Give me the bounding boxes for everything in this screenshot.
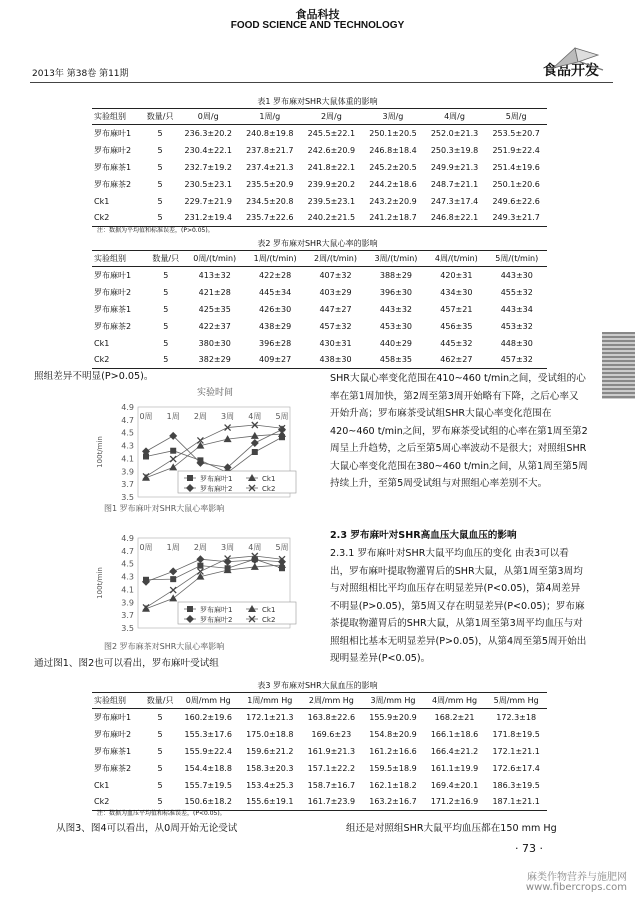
table-cell: 462±27 bbox=[426, 352, 486, 369]
table-cell: 443±32 bbox=[379, 304, 413, 314]
table-cell: 235.5±20.9 bbox=[246, 179, 294, 189]
table-cell: 443±30 bbox=[500, 270, 533, 280]
page-number: · 73 · bbox=[515, 842, 543, 855]
table-row bbox=[92, 159, 547, 176]
table-cell: 5 bbox=[157, 145, 163, 155]
table-cell: 155.9±22.4 bbox=[184, 746, 232, 756]
table-cell: 155.6±19.1 bbox=[239, 794, 301, 811]
y-tick-label: 3.7 bbox=[121, 480, 134, 490]
table-header-cell: 实验组别 bbox=[92, 251, 147, 267]
legend-label: 罗布麻叶2 bbox=[200, 485, 233, 493]
left-paragraph-1: 照组差异不明显(P>0.05)。 bbox=[34, 371, 154, 382]
table-cell: 453±32 bbox=[500, 321, 533, 331]
data-point bbox=[197, 563, 203, 569]
table-cell: 234.5±20.8 bbox=[246, 196, 294, 206]
page-edge-tab bbox=[602, 332, 635, 399]
table-cell: 5 bbox=[163, 321, 169, 331]
y-tick-label: 3.7 bbox=[121, 611, 134, 621]
table-cell: 422±28 bbox=[259, 270, 292, 280]
legend-box bbox=[178, 471, 296, 493]
table-header-cell: 5周/mm Hg bbox=[485, 693, 547, 709]
right-paragraph-1: SHR大鼠心率变化范围在410~460 t/min之间，受试组的心率在第1周加快，第2周至第3周开始略有下降，之后心率又开始升高；罗布麻茶受试组SHR大鼠心率变化范围在420~460 t/min之间，罗布麻茶受试组的心率在第1周至第2周呈上升趋势，之后至第5周心率波动不是很大；对照组SHR大鼠心率变化范围在380~460 t/min之间，从第1周至第5周持续上升，至第5周受试组与对照组心率差别不大。 bbox=[330, 373, 588, 489]
table-header-cell: 4周/g bbox=[424, 109, 486, 125]
table-row bbox=[92, 142, 547, 159]
table-cell: 247.3±17.4 bbox=[430, 196, 479, 206]
table-cell: 5 bbox=[143, 794, 178, 811]
data-point bbox=[196, 555, 204, 563]
table-cell: 396±30 bbox=[379, 287, 413, 297]
table-cell: 159.5±18.9 bbox=[369, 763, 417, 773]
table-row bbox=[92, 125, 547, 142]
table-cell: Ck1 bbox=[94, 338, 110, 348]
table-row bbox=[92, 193, 547, 210]
table-cell: 420±31 bbox=[440, 270, 473, 280]
data-point bbox=[169, 567, 177, 575]
figure2-chart bbox=[90, 528, 300, 646]
table-cell: 罗布麻叶1 bbox=[94, 270, 132, 280]
data-point bbox=[169, 594, 177, 601]
table-cell: 172.1±21.3 bbox=[246, 712, 294, 722]
issue-info: 2013年 第38卷 第11期 bbox=[32, 69, 129, 79]
table1 bbox=[92, 108, 547, 227]
y-tick-label: 4.3 bbox=[121, 441, 134, 451]
right-paragraph-2: 2.3.1 罗布麻叶对SHR大鼠平均血压的变化 由表3可以看出，罗布麻叶提取物灌胃后的SHR大鼠，从第1周至第3周均与对照组相比平均血压存在明显差异(P<0.05)，第4周差异不明显(P>0.05)，第5周又存在明显差异(P<0.05)；罗布麻茶提取物灌胃后的SHR大鼠，从第1周至第3周平均血压与对照组相比基本无明显差异(P>0.05)，从第4周至第5周开始出现明显差异(P<0.05)。 bbox=[330, 548, 587, 664]
table-row bbox=[92, 777, 547, 794]
data-point bbox=[187, 475, 193, 481]
y-axis-label: 100t/min bbox=[96, 567, 104, 599]
table-cell: 5 bbox=[157, 162, 163, 172]
table-cell: 163.8±22.6 bbox=[307, 712, 356, 722]
table-cell: 166.1±18.6 bbox=[430, 729, 479, 739]
y-tick-label: 4.9 bbox=[121, 534, 134, 543]
table-cell: 罗布麻叶2 bbox=[94, 145, 132, 155]
header-rule bbox=[30, 82, 613, 83]
table-cell: 5 bbox=[157, 729, 163, 739]
data-point bbox=[170, 576, 176, 582]
table-cell: 150.6±18.2 bbox=[177, 794, 239, 811]
legend-label: Ck2 bbox=[262, 616, 276, 624]
table-cell: 426±30 bbox=[259, 304, 292, 314]
table-cell: 455±32 bbox=[500, 287, 533, 297]
table-cell: 248.7±21.1 bbox=[430, 179, 479, 189]
table-header-cell: 1周/(t/min) bbox=[245, 251, 305, 267]
watermark-cn: 麻类作物营养与施肥网 bbox=[527, 872, 627, 883]
y-tick-label: 4.1 bbox=[121, 454, 134, 464]
x-tick-label: 1周 bbox=[166, 412, 180, 421]
legend-label: 罗布麻叶1 bbox=[200, 606, 233, 614]
left-paragraph-2: 通过图1、图2也可以看出，罗布麻叶受试组 bbox=[34, 658, 219, 669]
table-header-cell: 实验组别 bbox=[92, 693, 143, 709]
journal-name-en: FOOD SCIENCE AND TECHNOLOGY bbox=[230, 20, 405, 31]
table-cell: Ck2 bbox=[92, 794, 143, 811]
table-cell: 232.7±19.2 bbox=[184, 162, 232, 172]
x-tick-label: 4周 bbox=[248, 543, 262, 552]
table1-caption: 表1 罗布麻对SHR大鼠体重的影响 bbox=[257, 97, 378, 106]
table-cell: 249.3±21.7 bbox=[485, 210, 547, 227]
table-cell: 5 bbox=[147, 352, 185, 369]
table-cell: 罗布麻茶1 bbox=[94, 746, 132, 756]
table-cell: 5 bbox=[157, 179, 163, 189]
table-cell: 438±29 bbox=[259, 321, 292, 331]
table-cell: 159.6±21.2 bbox=[246, 746, 294, 756]
table-cell: 157.1±22.2 bbox=[307, 763, 356, 773]
table-cell: 396±28 bbox=[259, 338, 292, 348]
table-header-cell: 2周/g bbox=[301, 109, 363, 125]
y-tick-label: 4.3 bbox=[121, 572, 134, 582]
legend-label: Ck2 bbox=[262, 485, 276, 493]
table-cell: 240.2±21.5 bbox=[301, 210, 363, 227]
table-cell: 罗布麻茶1 bbox=[94, 304, 132, 314]
table-header-cell: 2周/mm Hg bbox=[301, 693, 363, 709]
figure1-caption: 图1 罗布麻叶对SHR大鼠心率影响 bbox=[104, 504, 225, 513]
table-row bbox=[92, 726, 547, 743]
table-cell: 罗布麻茶1 bbox=[94, 162, 132, 172]
series-line bbox=[146, 425, 282, 476]
legend-box bbox=[178, 602, 296, 624]
table-cell: 5 bbox=[157, 196, 163, 206]
table-cell: 243.2±20.9 bbox=[369, 196, 417, 206]
table-cell: 456±35 bbox=[440, 321, 473, 331]
table-cell: 241.2±18.7 bbox=[362, 210, 424, 227]
table-row bbox=[92, 284, 547, 301]
y-tick-label: 4.5 bbox=[121, 428, 134, 438]
table-cell: 155.3±17.6 bbox=[184, 729, 232, 739]
table-cell: 413±32 bbox=[198, 270, 231, 280]
table-cell: 239.5±23.1 bbox=[307, 196, 356, 206]
table-cell: 245.5±22.1 bbox=[307, 128, 356, 138]
table-cell: 447±27 bbox=[319, 304, 352, 314]
table-cell: 161.2±16.6 bbox=[369, 746, 417, 756]
legend-label: 罗布麻叶2 bbox=[200, 616, 233, 624]
table-cell: 155.9±20.9 bbox=[369, 712, 417, 722]
table-cell: 407±32 bbox=[319, 270, 352, 280]
table-header-cell: 数量/只 bbox=[143, 109, 178, 125]
figure2-caption: 图2 罗布麻茶对SHR大鼠心率影响 bbox=[104, 642, 225, 651]
table-cell: 253.5±20.7 bbox=[492, 128, 540, 138]
table-header-cell: 3周/mm Hg bbox=[362, 693, 424, 709]
table-cell: 239.9±20.2 bbox=[307, 179, 356, 189]
table-cell: 237.8±21.7 bbox=[246, 145, 294, 155]
table-cell: 458±35 bbox=[366, 352, 426, 369]
table-cell: 罗布麻叶1 bbox=[94, 128, 132, 138]
table-header-cell: 4周/(t/min) bbox=[426, 251, 486, 267]
table-cell: 罗布麻茶2 bbox=[94, 763, 132, 773]
table-cell: 251.4±19.6 bbox=[492, 162, 540, 172]
table-row bbox=[92, 210, 547, 227]
table-cell: 244.2±18.6 bbox=[369, 179, 417, 189]
table-cell: 171.2±16.9 bbox=[424, 794, 486, 811]
table-cell: 245.2±20.5 bbox=[369, 162, 417, 172]
x-tick-label: 0周 bbox=[139, 412, 153, 421]
table-row bbox=[92, 352, 547, 369]
table-cell: 169.6±23 bbox=[311, 729, 352, 739]
table-row bbox=[92, 743, 547, 760]
legend-label: 罗布麻叶1 bbox=[200, 475, 233, 483]
table-cell: 罗布麻叶2 bbox=[94, 729, 132, 739]
table-header-cell: 实验组别 bbox=[92, 109, 143, 125]
data-point bbox=[170, 448, 176, 454]
table-header-cell: 3周/g bbox=[362, 109, 424, 125]
table-cell: 5 bbox=[157, 746, 163, 756]
table-cell: 380±30 bbox=[198, 338, 231, 348]
table-cell: 172.1±21.1 bbox=[492, 746, 540, 756]
table-cell: 187.1±21.1 bbox=[485, 794, 547, 811]
table-cell: 457±32 bbox=[319, 321, 352, 331]
table-cell: 230.5±23.1 bbox=[184, 179, 232, 189]
data-point bbox=[170, 456, 176, 462]
table2-caption: 表2 罗布麻对SHR大鼠心率的影响 bbox=[257, 239, 378, 248]
table-row bbox=[92, 176, 547, 193]
table-header-cell: 数量/只 bbox=[147, 251, 185, 267]
y-tick-label: 4.5 bbox=[121, 559, 134, 569]
y-tick-label: 3.5 bbox=[121, 624, 134, 633]
data-point bbox=[187, 606, 193, 612]
table-cell: 250.3±19.8 bbox=[430, 145, 479, 155]
table-cell: 5 bbox=[157, 128, 163, 138]
data-point bbox=[252, 449, 258, 455]
y-tick-label: 3.5 bbox=[121, 493, 134, 502]
table-cell: 5 bbox=[143, 210, 178, 227]
y-tick-label: 3.9 bbox=[121, 598, 134, 608]
table-cell: 425±35 bbox=[198, 304, 231, 314]
table-header-cell: 4周/mm Hg bbox=[424, 693, 486, 709]
table-cell: 153.4±25.3 bbox=[246, 780, 294, 790]
table-cell: 443±34 bbox=[500, 304, 533, 314]
table-cell: 154.4±18.8 bbox=[184, 763, 232, 773]
table-cell: 445±32 bbox=[440, 338, 473, 348]
table-cell: 448±30 bbox=[500, 338, 533, 348]
table-row bbox=[92, 760, 547, 777]
table-cell: 罗布麻叶1 bbox=[94, 712, 132, 722]
table-header-cell: 0周/mm Hg bbox=[177, 693, 239, 709]
table-cell: 246.8±18.4 bbox=[369, 145, 417, 155]
table-cell: 430±31 bbox=[319, 338, 352, 348]
table-cell: 409±27 bbox=[245, 352, 305, 369]
x-tick-label: 2周 bbox=[193, 412, 207, 421]
table-cell: 252.0±21.3 bbox=[430, 128, 479, 138]
table-cell: 438±30 bbox=[305, 352, 365, 369]
x-tick-label: 3周 bbox=[221, 412, 235, 421]
x-tick-label: 1周 bbox=[166, 543, 180, 552]
table-header-cell: 2周/(t/min) bbox=[305, 251, 365, 267]
table-cell: 155.7±19.5 bbox=[184, 780, 232, 790]
table-cell: 5 bbox=[157, 763, 163, 773]
y-axis-label: 100t/min bbox=[96, 436, 104, 468]
table3-note: 注：数据为血压平均值和标准误差，(P<0.05)。 bbox=[97, 810, 226, 817]
journal-name-cn: 食品科技 bbox=[295, 8, 340, 21]
table-row bbox=[92, 709, 547, 726]
table-header-cell: 5周/g bbox=[485, 109, 547, 125]
table-cell: 5 bbox=[163, 270, 169, 280]
table-cell: 186.3±19.5 bbox=[492, 780, 540, 790]
section-title: 食品开发 bbox=[543, 63, 599, 79]
table3 bbox=[92, 692, 547, 811]
x-tick-label: 5周 bbox=[275, 412, 289, 421]
table-cell: 5 bbox=[163, 304, 169, 314]
table-cell: 382±29 bbox=[185, 352, 245, 369]
table-header-cell: 数量/只 bbox=[143, 693, 178, 709]
figure1-chart bbox=[90, 385, 300, 515]
table-cell: 168.2±21 bbox=[434, 712, 475, 722]
table-cell: 169.4±20.1 bbox=[430, 780, 479, 790]
y-tick-label: 4.7 bbox=[121, 415, 134, 425]
table-cell: 242.6±20.9 bbox=[307, 145, 356, 155]
table-cell: 罗布麻茶2 bbox=[94, 179, 132, 189]
table-header-cell: 0周/g bbox=[177, 109, 239, 125]
table-cell: 172.3±18 bbox=[496, 712, 537, 722]
table3-caption: 表3 罗布麻对SHR大鼠血压的影响 bbox=[257, 681, 378, 690]
table-row bbox=[92, 301, 547, 318]
table-cell: 160.2±19.6 bbox=[184, 712, 232, 722]
table-cell: 249.9±21.3 bbox=[430, 162, 479, 172]
footer-right-text: 组还是对照组SHR大鼠平均血压都在150 mm Hg bbox=[346, 823, 557, 834]
table-cell: 403±29 bbox=[319, 287, 352, 297]
table-cell: 241.8±22.1 bbox=[307, 162, 356, 172]
table-cell: 161.9±21.3 bbox=[307, 746, 356, 756]
table-cell: Ck2 bbox=[92, 210, 143, 227]
y-tick-label: 4.7 bbox=[121, 546, 134, 556]
table-cell: 161.7±23.9 bbox=[301, 794, 363, 811]
series-line bbox=[146, 556, 282, 607]
table-header-cell: 5周/(t/min) bbox=[487, 251, 547, 267]
x-tick-label: 3周 bbox=[221, 543, 235, 552]
table-cell: 162.1±18.2 bbox=[369, 780, 417, 790]
table-cell: 422±37 bbox=[198, 321, 231, 331]
table-cell: 158.3±20.3 bbox=[246, 763, 294, 773]
x-tick-label: 5周 bbox=[275, 543, 289, 552]
table-cell: 445±34 bbox=[259, 287, 292, 297]
table-row bbox=[92, 318, 547, 335]
table-cell: 388±29 bbox=[379, 270, 413, 280]
table-cell: 434±30 bbox=[440, 287, 473, 297]
chart-title: 实验时间 bbox=[196, 388, 234, 398]
book-icon bbox=[543, 40, 613, 80]
table-row bbox=[92, 267, 547, 284]
table2 bbox=[92, 250, 547, 369]
table-cell: 235.7±22.6 bbox=[239, 210, 301, 227]
y-tick-label: 4.9 bbox=[121, 403, 134, 412]
table-cell: 421±28 bbox=[198, 287, 231, 297]
table-header-cell: 1周/mm Hg bbox=[239, 693, 301, 709]
table-cell: 229.7±21.9 bbox=[184, 196, 232, 206]
table-cell: 161.1±19.9 bbox=[430, 763, 479, 773]
table1-note: 注：数据为平均值和标准误差，(P>0.05)。 bbox=[97, 227, 214, 234]
table-cell: 166.4±21.2 bbox=[430, 746, 479, 756]
table-cell: Ck1 bbox=[94, 780, 110, 790]
table-cell: 457±32 bbox=[487, 352, 547, 369]
table-cell: 231.2±19.4 bbox=[177, 210, 239, 227]
x-tick-label: 2周 bbox=[193, 543, 207, 552]
table-cell: 5 bbox=[163, 338, 169, 348]
table-header-cell: 1周/g bbox=[239, 109, 301, 125]
x-tick-label: 0周 bbox=[139, 543, 153, 552]
section-heading-2-3: 2.3 罗布麻叶对SHR高血压大鼠血压的影响 bbox=[330, 530, 517, 541]
series-line bbox=[146, 559, 282, 580]
table-row bbox=[92, 335, 547, 352]
table-cell: 240.8±19.8 bbox=[246, 128, 294, 138]
table-cell: 罗布麻叶2 bbox=[94, 287, 132, 297]
table-cell: 249.6±22.6 bbox=[492, 196, 540, 206]
table-cell: 246.8±22.1 bbox=[424, 210, 486, 227]
y-tick-label: 4.1 bbox=[121, 585, 134, 595]
table-cell: 230.4±22.1 bbox=[184, 145, 232, 155]
table-cell: 250.1±20.6 bbox=[492, 179, 540, 189]
table-cell: 5 bbox=[163, 287, 169, 297]
table-cell: 175.0±18.8 bbox=[246, 729, 294, 739]
table-cell: Ck2 bbox=[92, 352, 147, 369]
table-cell: 236.3±20.2 bbox=[184, 128, 232, 138]
table-cell: 5 bbox=[157, 780, 163, 790]
x-tick-label: 4周 bbox=[248, 412, 262, 421]
table-cell: 154.8±20.9 bbox=[369, 729, 417, 739]
table-cell: 440±29 bbox=[379, 338, 413, 348]
table-cell: 172.6±17.4 bbox=[492, 763, 540, 773]
table-header-cell: 0周/(t/min) bbox=[185, 251, 245, 267]
y-tick-label: 3.9 bbox=[121, 467, 134, 477]
table-cell: 罗布麻茶2 bbox=[94, 321, 132, 331]
table-cell: 453±30 bbox=[379, 321, 413, 331]
table-cell: 163.2±16.7 bbox=[362, 794, 424, 811]
watermark-url: www.fibercrops.com bbox=[525, 882, 627, 893]
series-line bbox=[146, 559, 282, 582]
legend-label: Ck1 bbox=[262, 606, 276, 614]
table-cell: 5 bbox=[157, 712, 163, 722]
data-point bbox=[169, 463, 177, 470]
table-cell: 250.1±20.5 bbox=[369, 128, 417, 138]
data-point bbox=[170, 587, 176, 593]
footer-left-text: 从图3、图4可以看出，从0周开始无论受试 bbox=[56, 823, 238, 834]
table-header-cell: 3周/(t/min) bbox=[366, 251, 426, 267]
table-cell: 171.8±19.5 bbox=[492, 729, 540, 739]
legend-label: Ck1 bbox=[262, 475, 276, 483]
table-cell: 457±21 bbox=[440, 304, 473, 314]
table-cell: 158.7±16.7 bbox=[307, 780, 356, 790]
table-cell: 251.9±22.4 bbox=[492, 145, 540, 155]
table-cell: Ck1 bbox=[94, 196, 110, 206]
table-cell: 237.4±21.3 bbox=[246, 162, 294, 172]
